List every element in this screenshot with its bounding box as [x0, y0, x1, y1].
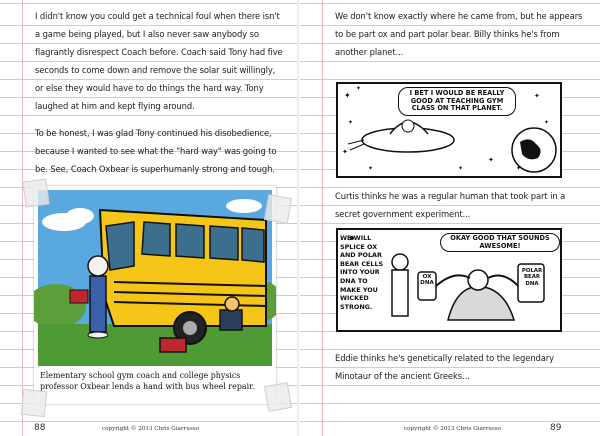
page-number-right: 89	[550, 423, 562, 433]
wheel-hub	[183, 321, 197, 335]
tube	[436, 275, 470, 286]
left-paragraph-2: To be honest, I was glad Tony continued his disobedience, because I wanted to see what the "hard way" was going to be. See, Coach Oxbear is superhumanly strong and tough.	[35, 128, 277, 174]
svg-text:✦: ✦	[544, 119, 550, 126]
speech-bubble-space: I BET I WOULD BE REALLY GOOD AT TEACHING GYM CLASS ON THAT PLANET.	[398, 87, 516, 116]
comic-panel-lab	[336, 228, 562, 332]
bus-window	[142, 222, 170, 256]
page-number-left: 88	[34, 423, 46, 433]
bus-window	[242, 228, 264, 262]
svg-text:✦: ✦	[368, 165, 374, 172]
svg-text:✦: ✦	[488, 156, 494, 164]
left-margin-line	[22, 0, 23, 436]
thrust-line	[350, 144, 364, 150]
scientist-body	[392, 270, 408, 316]
tube	[488, 276, 520, 288]
tape-top-left	[22, 178, 49, 207]
polar-bear-dna-label: POLAR BEAR DNA	[521, 268, 543, 287]
bus-photo-illustration	[34, 186, 276, 368]
photo-caption: Elementary school gym coach and college physics professor Oxbear lends a hand with bus wheel repair.	[40, 371, 255, 391]
svg-text:✦: ✦	[516, 165, 522, 172]
svg-text:✦: ✦	[342, 148, 348, 156]
right-paragraph-3: Eddie thinks he's genetically related to the legendary Minotaur of the ancient Greeks...	[335, 353, 554, 381]
copyright-right: copyright © 2013 Chris Giarrusso	[404, 426, 501, 432]
coach-head	[88, 256, 108, 276]
svg-text:✦: ✦	[534, 92, 540, 100]
red-book	[70, 290, 88, 303]
cloud	[66, 208, 94, 224]
mechanic-head	[225, 297, 239, 311]
scientist-head	[392, 254, 408, 270]
svg-text:✦: ✦	[344, 91, 351, 100]
coach-body	[90, 276, 106, 332]
tape-bottom-right	[264, 382, 292, 412]
svg-text:✦: ✦	[356, 85, 362, 92]
subject-head	[468, 270, 488, 290]
mechanic-body	[220, 310, 242, 330]
cloud	[226, 199, 262, 213]
bus-photo-card	[34, 186, 276, 404]
tape-top-right	[264, 194, 292, 224]
right-margin-line	[322, 0, 323, 436]
tape-bottom-left	[21, 389, 48, 417]
right-paragraph-2: Curtis thinks he was a regular human that took part in a secret government experiment...	[335, 191, 566, 219]
speech-bubble-scientist: WE WILL SPLICE OX AND POLAR BEAR CELLS INTO YOUR DNA TO MAKE YOU WICKED STRONG.	[340, 234, 384, 311]
ox-dna-label: OX DNA	[420, 274, 434, 287]
comic-panel-space	[336, 82, 562, 178]
lab-chair	[448, 287, 514, 320]
pilot-head	[402, 120, 414, 132]
right-paragraph-1: We don't know exactly where he came from, but he appears to be part ox and part polar bear. Billy thinks he's from another planet...	[335, 11, 583, 57]
bus-window	[210, 226, 238, 260]
toolbox	[160, 338, 186, 352]
speech-bubble-subject: OKAY GOOD THAT SOUNDS AWESOME!	[440, 233, 560, 252]
left-paragraph-1: I didn't know you could get a technical foul when there isn't a game being played, but I also never saw anybody so flagrantly disrespect Coach before. Coach said Tony had five seconds to come down and remove the solar suit willingly, or else they would have to do things the hard way. Tony laughed at him and kept flying around.	[35, 11, 283, 111]
right-page	[300, 0, 600, 436]
bus-door-window	[106, 222, 134, 270]
svg-text:✦: ✦	[348, 119, 354, 126]
bus-window	[176, 224, 204, 258]
svg-text:✦: ✦	[458, 165, 464, 172]
thrust-line	[348, 140, 364, 144]
copyright-left: copyright © 2013 Chris Giarrusso	[102, 426, 199, 432]
coach-feet	[88, 332, 108, 338]
